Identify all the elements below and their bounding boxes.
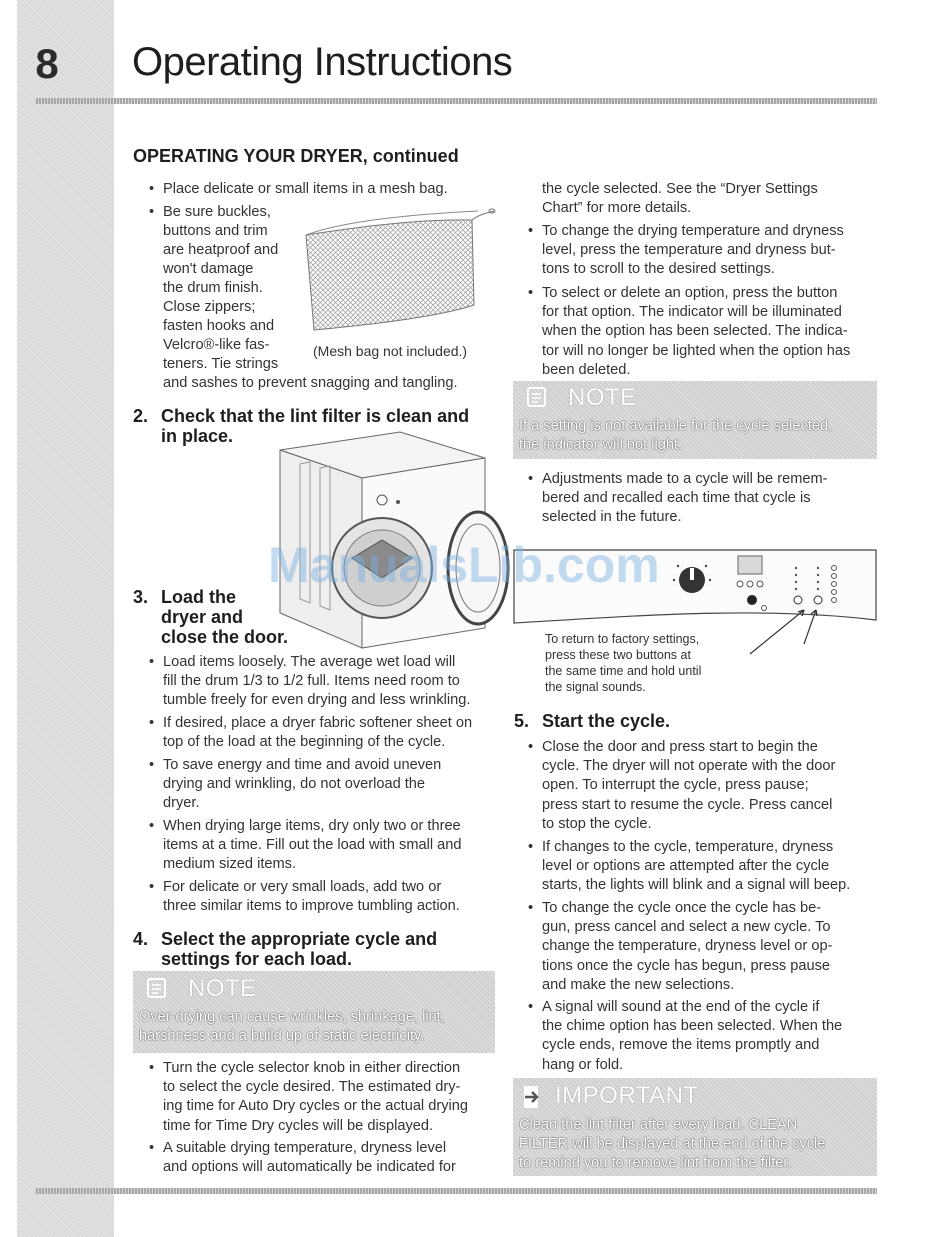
important-box (513, 1078, 877, 1176)
important-text: Clean the lint filter after every load. CLEAN FILTER will be displayed at the end of the cycle to remind you to remove lint from the filter. (519, 1117, 826, 1172)
step-5-bullet: • Close the door and press start to begin the cycle. The dryer will not operate with the door open. To interrupt the cycle, press pause; press start to resume the cycle. Press cancel to stop the cycle. (528, 739, 836, 832)
bullet-line: and sashes to prevent snagging and tangling. (163, 375, 458, 391)
note-box-setting (513, 381, 877, 459)
bullet-line: the drum finish. (163, 280, 263, 296)
bullet-line: are heatproof and (163, 242, 279, 258)
important-title: IMPORTANT (555, 1082, 699, 1109)
watermark: ManualsLib.com (268, 537, 660, 593)
bullet-line: teners. Tie strings (163, 356, 279, 372)
step-3-bullet: • When drying large items, dry only two or three items at a time. Fill out the load with small and medium sized items. (149, 818, 462, 873)
step-3-bullet: • Load items loosely. The average wet load will fill the drum 1/3 to 1/2 full. Items need room to tumble freely for even drying and less wrinkling. (149, 654, 471, 709)
step-2-heading: 2. Check that the lint filter is clean and in place. (133, 406, 470, 446)
bullet-line: buttons and trim (163, 223, 268, 239)
arrow-box-icon (523, 1085, 551, 1109)
note-title: NOTE (188, 975, 257, 1002)
note-text: Over-drying can cause wrinkles, shrinkage, lint, harshness and a build up of static electricity. (139, 1009, 445, 1045)
bullet-line: Velcro®-like fas- (163, 337, 270, 353)
header-rule (35, 98, 877, 104)
note-box-overdrying (133, 971, 495, 1053)
step-3-bullet: • If desired, place a dryer fabric softener sheet on top of the load at the beginning of the cycle. (149, 715, 473, 751)
bullet-line: Close zippers; (163, 299, 256, 315)
step-4-bullet: • Turn the cycle selector knob in either direction to select the cycle desired. The estimated dry- ing time for Auto Dry cycles or the actual drying time for Time Dry cycles will be displayed. (149, 1060, 468, 1134)
footer-rule (35, 1188, 877, 1194)
factory-settings-caption: To return to factory settings, press these two buttons at the same time and hold until the signal sounds. (545, 632, 702, 694)
side-strip (17, 0, 114, 1237)
step-3-heading: 3. Load the dryer and close the door. (133, 587, 289, 647)
adjustments-bullet: • Adjustments made to a cycle will be remem- bered and recalled each time that cycle is selected in the future. (528, 471, 828, 526)
step-5-bullet: • A signal will sound at the end of the cycle if the chime option has been selected. When the cycle ends, remove the items promptly and hang or fold. (528, 999, 843, 1073)
section-heading: OPERATING YOUR DRYER, continued (133, 146, 459, 166)
page-title: Operating Instructions (132, 40, 513, 84)
settings-bullet: • To select or delete an option, press the button for that option. The indicator will be illuminated when the option has been selected. The indica- tor will no longer be lighted when the option has been deleted. (528, 285, 851, 378)
continued-text: the cycle selected. See the “Dryer Settings Chart” for more details. (542, 181, 818, 217)
bullet-mesh-bag: • Place delicate or small items in a mesh bag. (149, 181, 448, 197)
step-3-bullet: • For delicate or very small loads, add two or three similar items to improve tumbling action. (149, 879, 460, 915)
bullet-buckles: • Be sure buckles, (149, 204, 271, 220)
mesh-bag-illustration (298, 205, 498, 340)
note-icon (145, 977, 169, 1001)
step-5-bullet: • If changes to the cycle, temperature, dryness level or options are attempted after the cycle starts, the lights will blink and a signal will beep. (528, 839, 851, 894)
step-3-bullet: • To save energy and time and avoid uneven drying and wrinkling, do not overload the dryer. (149, 757, 442, 812)
note-text: If a setting is not available for the cycle selected, the indicator will not light. (519, 418, 833, 454)
note-icon (525, 386, 549, 410)
note-title: NOTE (568, 384, 637, 411)
mesh-bag-caption: (Mesh bag not included.) (313, 343, 468, 359)
step-5-heading: 5. Start the cycle. (514, 711, 671, 731)
step-4-bullet: • A suitable drying temperature, dryness level and options will automatically be indicated for (149, 1140, 456, 1176)
bullet-line: won't damage (163, 261, 254, 277)
step-4-heading: 4. Select the appropriate cycle and settings for each load. (133, 929, 438, 969)
bullet-line: fasten hooks and (163, 318, 275, 334)
page-number: 8 (35, 40, 59, 87)
step-5-bullet: • To change the cycle once the cycle has be- gun, press cancel and select a new cycle. To change the temperature, dryness level or op- tions once the cycle has begun, press pause and make the new selections. (528, 900, 833, 993)
settings-bullet: • To change the drying temperature and dryness level, press the temperature and dryness but- tons to scroll to the desired settings. (528, 223, 844, 278)
